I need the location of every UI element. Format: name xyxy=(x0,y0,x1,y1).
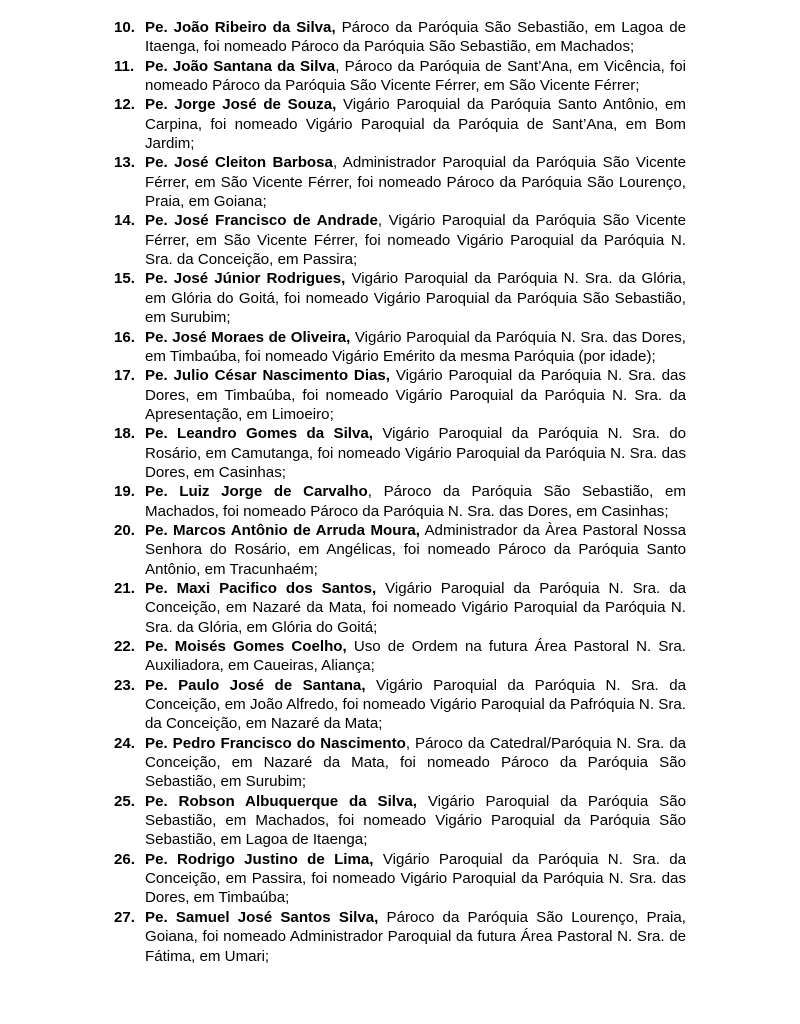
priest-name: Pe. João Ribeiro da Silva, xyxy=(145,19,336,36)
item-number: 26. xyxy=(114,850,135,868)
item-text: Administrador da Àrea Pastoral Nossa Senhora do Rosário, em Angélicas, foi nomeado Pároco da Paróquia Santo Antônio, em Tracunhaém; xyxy=(145,521,686,578)
list-item xyxy=(114,521,686,579)
priest-name: Pe. João Santana da Silva xyxy=(145,57,336,75)
item-text: Vigário Paroquial da Paróquia N. Sra. do Rosário, em Camutanga, foi nomeado Vigário Paroquial da Paróquia N. Sra. das Dores, em Casinhas; xyxy=(145,425,686,481)
priest-name: Pe. José Júnior Rodrigues, xyxy=(145,270,346,288)
priest-name: Pe. Moisés Gomes Coelho, xyxy=(145,638,347,655)
item-text: , Pároco da Paróquia São Sebastião, em Machados, foi nomeado Pároco da Paróquia N. Sra. das Dores, em Casinhas; xyxy=(145,483,686,520)
item-text: , Pároco da Catedral/Paróquia N. Sra. da Conceição, em Nazaré da Mata, foi nomeado Pároco da Paróquia São Sebastião, em Surubim; xyxy=(145,734,686,791)
item-number: 19. xyxy=(114,483,135,501)
item-text: Pároco da Paróquia São Sebastião, em Lagoa de Itaenga, foi nomeado Pároco da Paróquia São Sebastião, em Machados; xyxy=(145,19,686,56)
item-number: 15. xyxy=(114,270,135,288)
document-page xyxy=(114,18,686,966)
list-item xyxy=(114,211,686,269)
item-text: , Administrador Paroquial da Paróquia São Vicente Férrer, em São Vicente Férrer, foi nomeado Pároco da Paróquia São Lourenço, Praia, em Goiana; xyxy=(145,154,687,211)
item-text: Vigário Paroquial da Paróquia Santo Antônio, em Carpina, foi nomeado Vigário Paroquial da Paróquia de Sant’Ana, em Bom Jardim; xyxy=(145,96,686,153)
list-item xyxy=(114,850,686,908)
item-text: Uso de Ordem na futura Área Pastoral N. Sra. Auxiliadora, em Caueiras, Aliança; xyxy=(145,638,687,675)
priest-name: Pe. Pedro Francisco do Nascimento xyxy=(145,734,406,752)
item-number: 23. xyxy=(114,676,135,694)
priest-name: Pe. Maxi Pacifico dos Santos, xyxy=(145,579,377,597)
item-number: 16. xyxy=(114,328,135,346)
list-item xyxy=(114,366,686,424)
item-number: 24. xyxy=(114,734,135,752)
priest-name: Pe. Rodrigo Justino de Lima, xyxy=(145,850,374,868)
item-number: 27. xyxy=(114,908,135,926)
item-text: Vigário Paroquial da Paróquia N. Sra. da Conceição, em Nazaré da Mata, foi nomeado Vigário Paroquial da Paróquia N. Sra. da Glória, em Glória do Goitá; xyxy=(145,579,686,636)
item-text: Vigário Paroquial da Paróquia N. Sra. da Conceição, em Passira, foi nomeado Vigário Paroquial da Paróquia N. Sra. das Dores, em Timbaúba; xyxy=(145,850,686,907)
item-number: 20. xyxy=(114,521,135,539)
list-item xyxy=(114,908,686,966)
item-text: Vigário Paroquial da Paróquia N. Sra. da Glória, em Glória do Goitá, foi nomeado Vigário Paroquial da Paróquia São Sebastião, em Surubim; xyxy=(145,270,686,327)
priest-name: Pe. Samuel José Santos Silva, xyxy=(145,908,379,926)
priest-name: Pe. Leandro Gomes da Silva, xyxy=(145,425,373,443)
item-text: , Vigário Paroquial da Paróquia São Vicente Férrer, em São Vicente Férrer, foi nomeado Vigário Paroquial da Paróquia N. Sra. da Conceição, em Passira; xyxy=(145,212,686,269)
priest-name: Pe. Julio César Nascimento Dias, xyxy=(145,367,390,385)
list-item xyxy=(114,637,686,676)
item-number: 17. xyxy=(114,367,135,385)
item-number: 18. xyxy=(114,425,135,443)
priest-name: Pe. José Cleiton Barbosa xyxy=(145,154,333,172)
item-number: 22. xyxy=(114,638,135,655)
list-item xyxy=(114,18,686,57)
item-number: 21. xyxy=(114,579,135,597)
list-item xyxy=(114,676,686,734)
item-number: 12. xyxy=(114,96,135,114)
priest-name: Pe. Paulo José de Santana, xyxy=(145,676,366,694)
list-item xyxy=(114,792,686,850)
item-text: Vigário Paroquial da Paróquia São Sebastião, em Machados, foi nomeado Vigário Paroquial da Paróquia São Sebastião, em Lagoa de Itaenga; xyxy=(145,792,687,849)
item-text: Vigário Paroquial da Paróquia N. Sra. das Dores, em Timbaúba, foi nomeado Vigário Paroquial da Paróquia N. Sra. da Apresentação, em Limoeiro; xyxy=(145,367,686,423)
list-item xyxy=(114,153,686,211)
priest-name: Pe. Marcos Antônio de Arruda Moura, xyxy=(145,521,420,539)
item-number: 14. xyxy=(114,212,135,230)
item-text: , Pároco da Paróquia de Sant’Ana, em Vicência, foi nomeado Pároco da Paróquia São Vicente Férrer, em São Vicente Férrer; xyxy=(145,57,686,95)
item-number: 13. xyxy=(114,154,135,172)
list-item xyxy=(114,424,686,482)
list-item xyxy=(114,57,686,96)
item-number: 10. xyxy=(114,19,135,36)
item-number: 25. xyxy=(114,792,135,810)
list-item xyxy=(114,328,686,367)
item-number: 11. xyxy=(114,57,135,75)
list-item xyxy=(114,579,686,637)
priest-name: Pe. José Moraes de Oliveira, xyxy=(145,328,351,346)
priest-name: Pe. Luiz Jorge de Carvalho xyxy=(145,483,368,501)
list-item xyxy=(114,95,686,153)
item-text: Vigário Paroquial da Paróquia N. Sra. da Conceição, em João Alfredo, foi nomeado Vigário Paroquial da Pafróquia N. Sra. da Conceição, em Nazaré da Mata; xyxy=(145,676,686,733)
list-item xyxy=(114,269,686,327)
item-text: Vigário Paroquial da Paróquia N. Sra. das Dores, em Timbaúba, foi nomeado Vigário Emérito da mesma Paróquia (por idade); xyxy=(145,328,686,365)
priest-name: Pe. Jorge José de Souza, xyxy=(145,96,337,114)
priest-name: Pe. Robson Albuquerque da Silva, xyxy=(145,792,417,810)
list-item xyxy=(114,734,686,792)
priest-name: Pe. José Francisco de Andrade xyxy=(145,212,378,230)
list-item xyxy=(114,482,686,521)
item-text: Pároco da Paróquia São Lourenço, Praia, Goiana, foi nomeado Administrador Paroquial da futura Área Pastoral N. Sra. de Fátima, em Umari; xyxy=(145,908,686,965)
